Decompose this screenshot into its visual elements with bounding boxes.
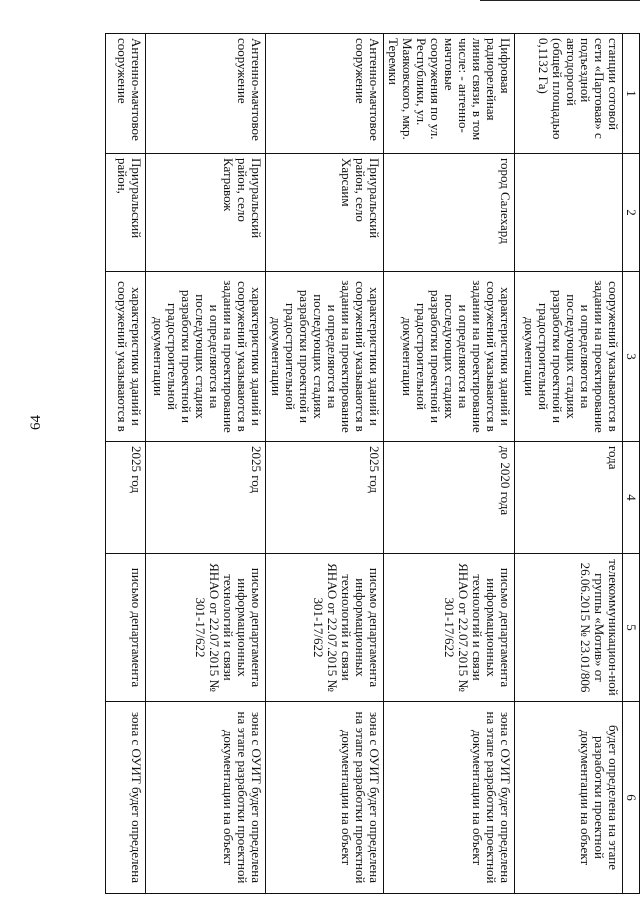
characteristics-cell: характеристики зданий и сооружений указываются в задании на проектирование и определяются на последующих стадиях разработки проектной и градостроительной документации [146,272,266,442]
characteristics-cell: сооружений указываются в задании на проектирование и определяются на последующих стадиях разработки проектной и градостроительной документации [515,272,623,442]
zone-cell: зона с ОУИТ будет определена на этапе разработки проектной документации на объект [266,702,384,894]
zone-cell: будет определена на этапе разработки проектной документации на объект [515,702,623,894]
header-cell: 4 [623,442,640,554]
deadline-cell: до 2020 года [384,442,515,554]
location-cell: город Салехард [384,154,515,272]
object-name-cell: Антенно-мачтовое сооружение [266,34,384,154]
deadline-cell: 2025 год [146,442,266,554]
basis-cell: телекоммуникацион-ной группы «Мотив» от 26.06.2015 № 23.01/806 [515,554,623,702]
characteristics-cell: характеристики зданий и сооружений указываются в задании на проектирование и определяются на последующих стадиях разработки проектной и градостроительной документации [266,272,384,442]
header-cell: 6 [623,702,640,894]
zone-cell: зона с ОУИТ будет определена на этапе разработки проектной документации на объект [384,702,515,894]
table-row [146,34,266,894]
data-table [105,33,640,894]
rotated-table-wrapper [100,33,640,893]
page-number: 64 [28,415,44,430]
zone-cell: зона с ОУИТ будет определена [106,702,146,894]
object-name-cell: Антенно-мачтовое сооружение [146,34,266,154]
header-cell: 2 [623,154,640,272]
deadline-cell: 2025 год [266,442,384,554]
location-cell: Приуральский район, село Харсаим [266,154,384,272]
basis-cell: письмо департамента информационных технологий и связи ЯНАО от 22.07.2015 № 301-17/622 [384,554,515,702]
table-row [384,34,515,894]
characteristics-cell: характеристики зданий и сооружений указываются в [106,272,146,442]
header-row [623,34,640,894]
location-cell: Приуральский район, [106,154,146,272]
scan-edge-line [480,0,640,1]
basis-cell: письмо департамента информационных технологий и связи ЯНАО от 22.07.2015 № 301-17/622 [146,554,266,702]
table-row [515,34,623,894]
location-cell [515,154,623,272]
deadline-cell: 2025 год [106,442,146,554]
object-name-cell: станции сотовой сети «Партовая» с подъездной автодорогой (общей площадью 0,1132 Га) [515,34,623,154]
object-name-cell: Антенно-мачтовое сооружение [106,34,146,154]
object-name-cell: Цифровая радиорелейная линия связи, в том числе: - антенно-мачтовые сооружения по ул. Республики, ул. Маяковского, мкр. Теремки [384,34,515,154]
header-cell: 1 [623,34,640,154]
table-row [266,34,384,894]
basis-cell: письмо департамента информационных технологий и связи ЯНАО от 22.07.2015 № 301-17/622 [266,554,384,702]
zone-cell: зона с ОУИТ будет определена на этапе разработки проектной документации на объект [146,702,266,894]
header-cell: 3 [623,272,640,442]
deadline-cell: года [515,442,623,554]
header-cell: 5 [623,554,640,702]
table-row [106,34,146,894]
location-cell: Приуральский район, село Катравож [146,154,266,272]
characteristics-cell: характеристики зданий и сооружений указываются в задании на проектирование и определяются на последующих стадиях разработки проектной и градостроительной документации [384,272,515,442]
basis-cell: письмо департамента [106,554,146,702]
